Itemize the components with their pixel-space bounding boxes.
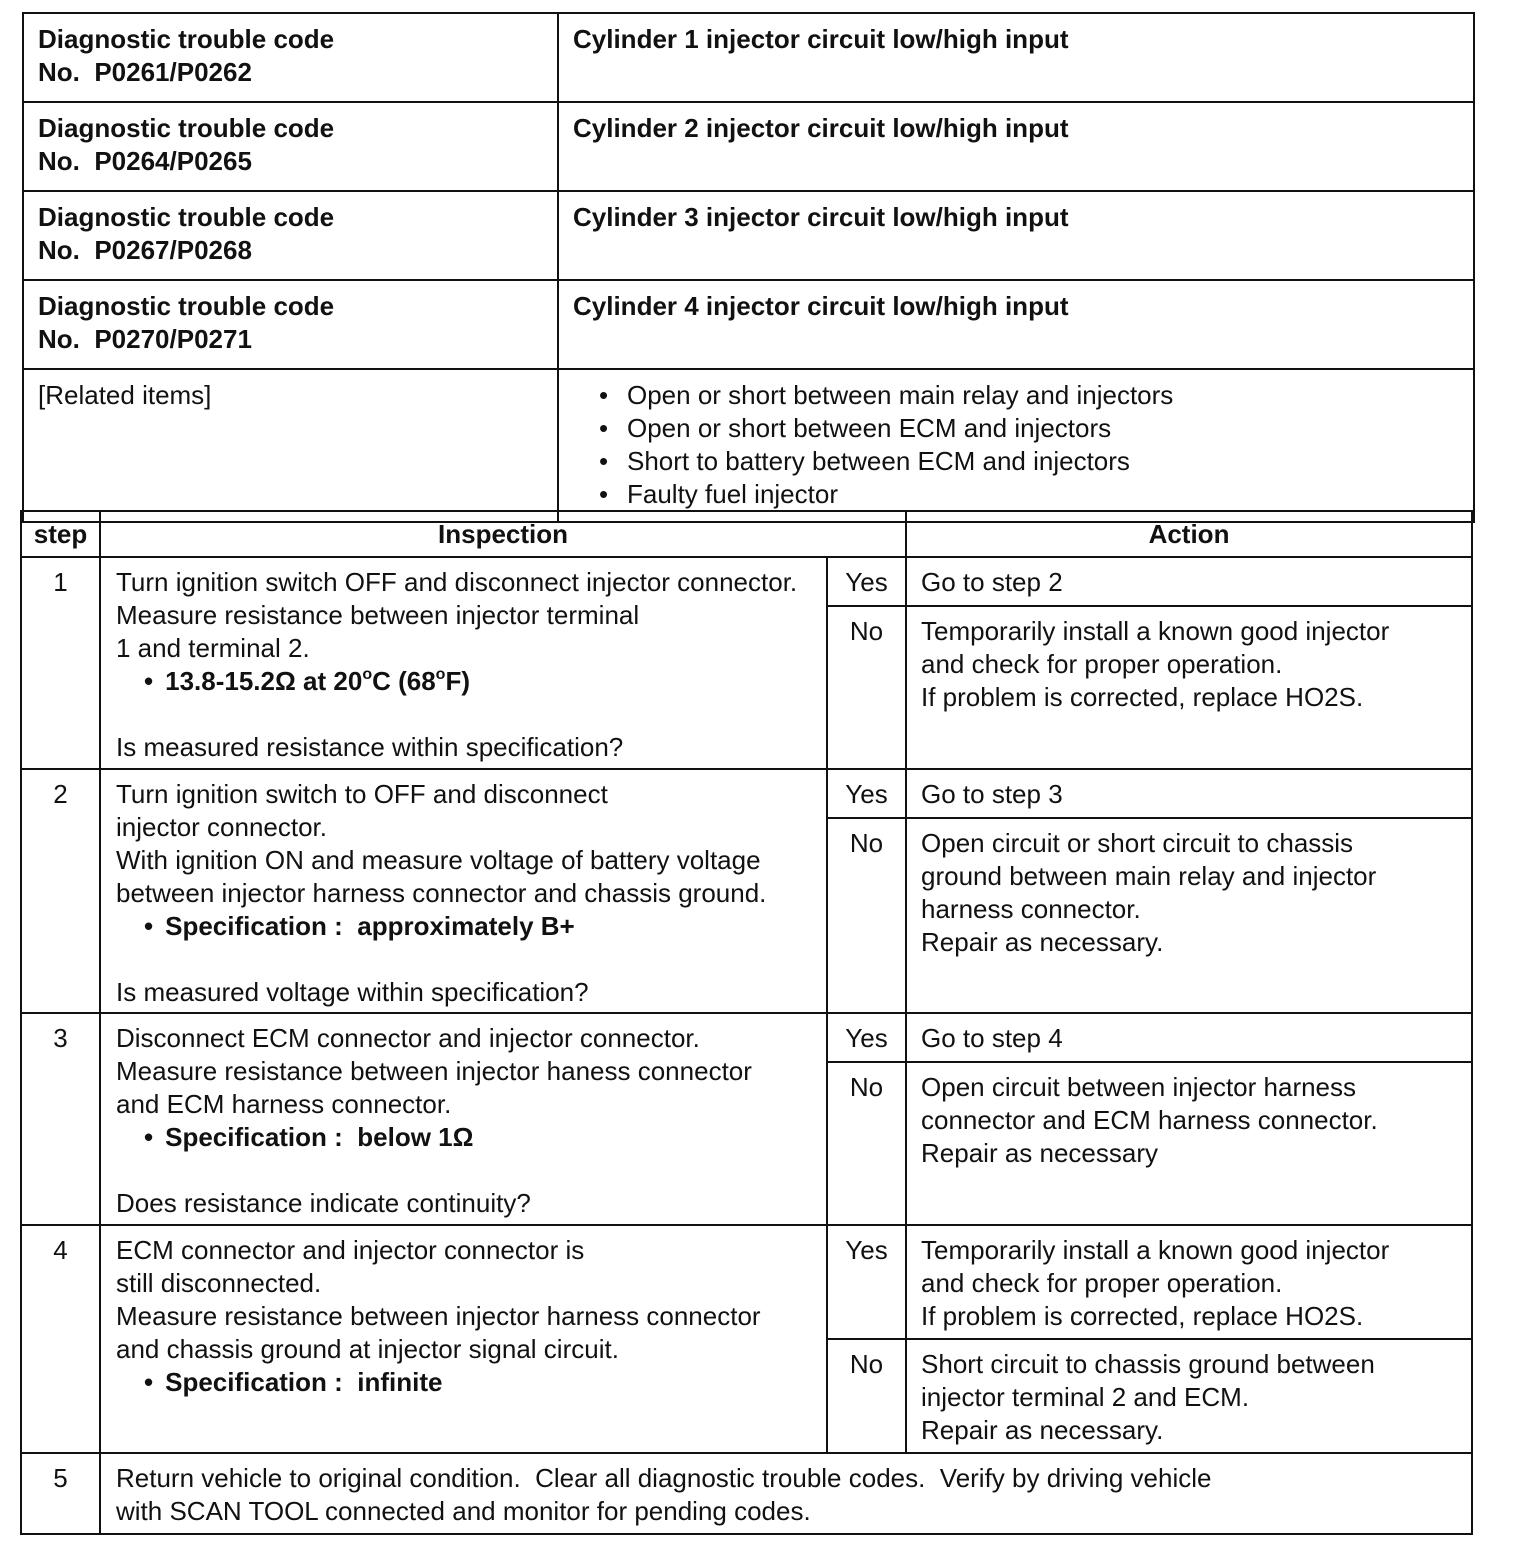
- table-header-row: [21, 511, 1472, 557]
- action-line: and check for proper operation.: [921, 649, 1283, 679]
- specification: [116, 1366, 816, 1399]
- yes-action: [906, 769, 1472, 818]
- step-number: 4: [21, 1225, 100, 1453]
- action-line: Short circuit to chassis ground between: [921, 1349, 1375, 1379]
- list-item: [599, 379, 1473, 412]
- action-line: Repair as necessary.: [921, 927, 1164, 957]
- no-label: No: [827, 1062, 906, 1225]
- inspection-line: Turn ignition switch OFF and disconnect injector connector.: [116, 567, 798, 597]
- bullet-icon: •: [599, 479, 609, 509]
- dtc-label: Diagnostic trouble code: [38, 202, 335, 232]
- header-inspection: Inspection: [100, 511, 906, 557]
- action-line: Temporarily install a known good injector: [921, 616, 1390, 646]
- degree-symbol: o: [362, 666, 373, 683]
- related-item-text: Open or short between ECM and injectors: [627, 413, 1112, 443]
- dtc-code-cell: [23, 102, 558, 191]
- related-items-list: [599, 379, 1473, 511]
- inspection-question: Is measured resistance within specification?: [116, 732, 624, 762]
- inspection-question: Is measured voltage within specification?: [116, 977, 589, 1007]
- dtc-number: No. P0261/P0262: [38, 57, 252, 87]
- related-item-text: Faulty fuel injector: [627, 479, 838, 509]
- inspection-line: between injector harness connector and chassis ground.: [116, 878, 767, 908]
- dtc-number: No. P0270/P0271: [38, 324, 252, 354]
- step-2-yes-row: [21, 769, 1472, 818]
- dtc-row-cylinder-3: [23, 191, 1474, 280]
- action-line: Open circuit between injector harness: [921, 1072, 1357, 1102]
- step-5-row: [21, 1453, 1472, 1534]
- step-3-inspection: [100, 1013, 827, 1225]
- bullet-icon: •: [599, 380, 609, 410]
- dtc-description: Cylinder 3 injector circuit low/high input: [558, 191, 1474, 280]
- related-items-row: [23, 369, 1474, 522]
- degree-symbol: o: [435, 666, 446, 683]
- diagnosis-step-table: [20, 510, 1473, 1535]
- dtc-label: Diagnostic trouble code: [38, 113, 335, 143]
- step-2-inspection: [100, 769, 827, 1013]
- bullet-icon: •: [144, 666, 154, 696]
- bullet-icon: •: [599, 446, 609, 476]
- step-number: 1: [21, 557, 100, 769]
- bullet-icon: •: [144, 1367, 154, 1397]
- yes-action: [906, 1013, 1472, 1062]
- inspection-line: Measure resistance between injector terminal: [116, 600, 640, 630]
- no-action: [906, 606, 1472, 769]
- action-line: Temporarily install a known good injector: [921, 1235, 1390, 1265]
- action-line: If problem is corrected, replace HO2S.: [921, 682, 1364, 712]
- dtc-row-cylinder-2: [23, 102, 1474, 191]
- step-4-yes-row: [21, 1225, 1472, 1339]
- related-items-cell: [558, 369, 1474, 522]
- action-line: injector terminal 2 and ECM.: [921, 1382, 1250, 1412]
- spec-text: 13.8-15.2Ω at 20: [165, 666, 363, 696]
- spec-text: C (68: [372, 666, 436, 696]
- step-5-inspection: [100, 1453, 1472, 1534]
- no-action: [906, 818, 1472, 1013]
- list-item: [599, 445, 1473, 478]
- related-item-text: Short to battery between ECM and injectors: [627, 446, 1130, 476]
- bullet-icon: •: [144, 1122, 154, 1152]
- inspection-line: Measure resistance between injector harness connector: [116, 1301, 761, 1331]
- specification: [116, 910, 816, 943]
- yes-label: Yes: [827, 769, 906, 818]
- dtc-description: Cylinder 2 injector circuit low/high input: [558, 102, 1474, 191]
- inspection-line: ECM connector and injector connector is: [116, 1235, 585, 1265]
- list-item: [599, 412, 1473, 445]
- action-line: Repair as necessary: [921, 1138, 1159, 1168]
- dtc-code-cell: [23, 13, 558, 102]
- step-number: 5: [21, 1453, 100, 1534]
- step-3-yes-row: [21, 1013, 1472, 1062]
- no-label: No: [827, 1339, 906, 1453]
- dtc-label: Diagnostic trouble code: [38, 291, 335, 321]
- yes-label: Yes: [827, 557, 906, 606]
- inspection-line: Disconnect ECM connector and injector connector.: [116, 1023, 700, 1053]
- inspection-line: with SCAN TOOL connected and monitor for pending codes.: [116, 1496, 811, 1526]
- related-items-label: [Related items]: [23, 369, 558, 522]
- action-line: Go to step 2: [921, 567, 1063, 597]
- step-number: 3: [21, 1013, 100, 1225]
- dtc-label: Diagnostic trouble code: [38, 24, 335, 54]
- action-line: ground between main relay and injector: [921, 861, 1377, 891]
- step-number: 2: [21, 769, 100, 1013]
- inspection-line: Turn ignition switch to OFF and disconnect: [116, 779, 608, 809]
- dtc-description: Cylinder 1 injector circuit low/high input: [558, 13, 1474, 102]
- no-label: No: [827, 818, 906, 1013]
- specification: [116, 1121, 816, 1154]
- spec-text: Specification : below 1Ω: [165, 1122, 474, 1152]
- spec-text: Specification : approximately B+: [165, 911, 575, 941]
- inspection-line: With ignition ON and measure voltage of battery voltage: [116, 845, 761, 875]
- specification: [116, 665, 816, 698]
- dtc-info-table: [22, 12, 1475, 523]
- no-action: [906, 1062, 1472, 1225]
- action-line: Repair as necessary.: [921, 1415, 1164, 1445]
- inspection-line: and ECM harness connector.: [116, 1089, 452, 1119]
- dtc-description: Cylinder 4 injector circuit low/high input: [558, 280, 1474, 369]
- spec-text: F): [445, 666, 470, 696]
- step-1-inspection: [100, 557, 827, 769]
- action-line: harness connector.: [921, 894, 1141, 924]
- action-line: Open circuit or short circuit to chassis: [921, 828, 1354, 858]
- spec-text: Specification : infinite: [165, 1367, 443, 1397]
- inspection-line: injector connector.: [116, 812, 328, 842]
- yes-action: [906, 1225, 1472, 1339]
- yes-label: Yes: [827, 1013, 906, 1062]
- step-1-yes-row: [21, 557, 1472, 606]
- dtc-code-cell: [23, 191, 558, 280]
- action-line: If problem is corrected, replace HO2S.: [921, 1301, 1364, 1331]
- bullet-icon: •: [599, 413, 609, 443]
- inspection-line: and chassis ground at injector signal circuit.: [116, 1334, 619, 1364]
- inspection-line: 1 and terminal 2.: [116, 633, 310, 663]
- inspection-line: still disconnected.: [116, 1268, 322, 1298]
- inspection-line: Measure resistance between injector haness connector: [116, 1056, 752, 1086]
- action-line: and check for proper operation.: [921, 1268, 1283, 1298]
- yes-label: Yes: [827, 1225, 906, 1339]
- inspection-question: Does resistance indicate continuity?: [116, 1188, 531, 1218]
- header-action: Action: [906, 511, 1472, 557]
- dtc-row-cylinder-1: [23, 13, 1474, 102]
- action-line: connector and ECM harness connector.: [921, 1105, 1378, 1135]
- yes-action: [906, 557, 1472, 606]
- action-line: Go to step 4: [921, 1023, 1063, 1053]
- header-step: step: [21, 511, 100, 557]
- no-label: No: [827, 606, 906, 769]
- step-4-inspection: [100, 1225, 827, 1453]
- action-line: Go to step 3: [921, 779, 1063, 809]
- related-item-text: Open or short between main relay and injectors: [627, 380, 1174, 410]
- inspection-line: Return vehicle to original condition. Clear all diagnostic trouble codes. Verify by driving vehicle: [116, 1463, 1212, 1493]
- list-item: [599, 478, 1473, 511]
- dtc-row-cylinder-4: [23, 280, 1474, 369]
- dtc-number: No. P0267/P0268: [38, 235, 252, 265]
- dtc-number: No. P0264/P0265: [38, 146, 252, 176]
- bullet-icon: •: [144, 911, 154, 941]
- no-action: [906, 1339, 1472, 1453]
- dtc-code-cell: [23, 280, 558, 369]
